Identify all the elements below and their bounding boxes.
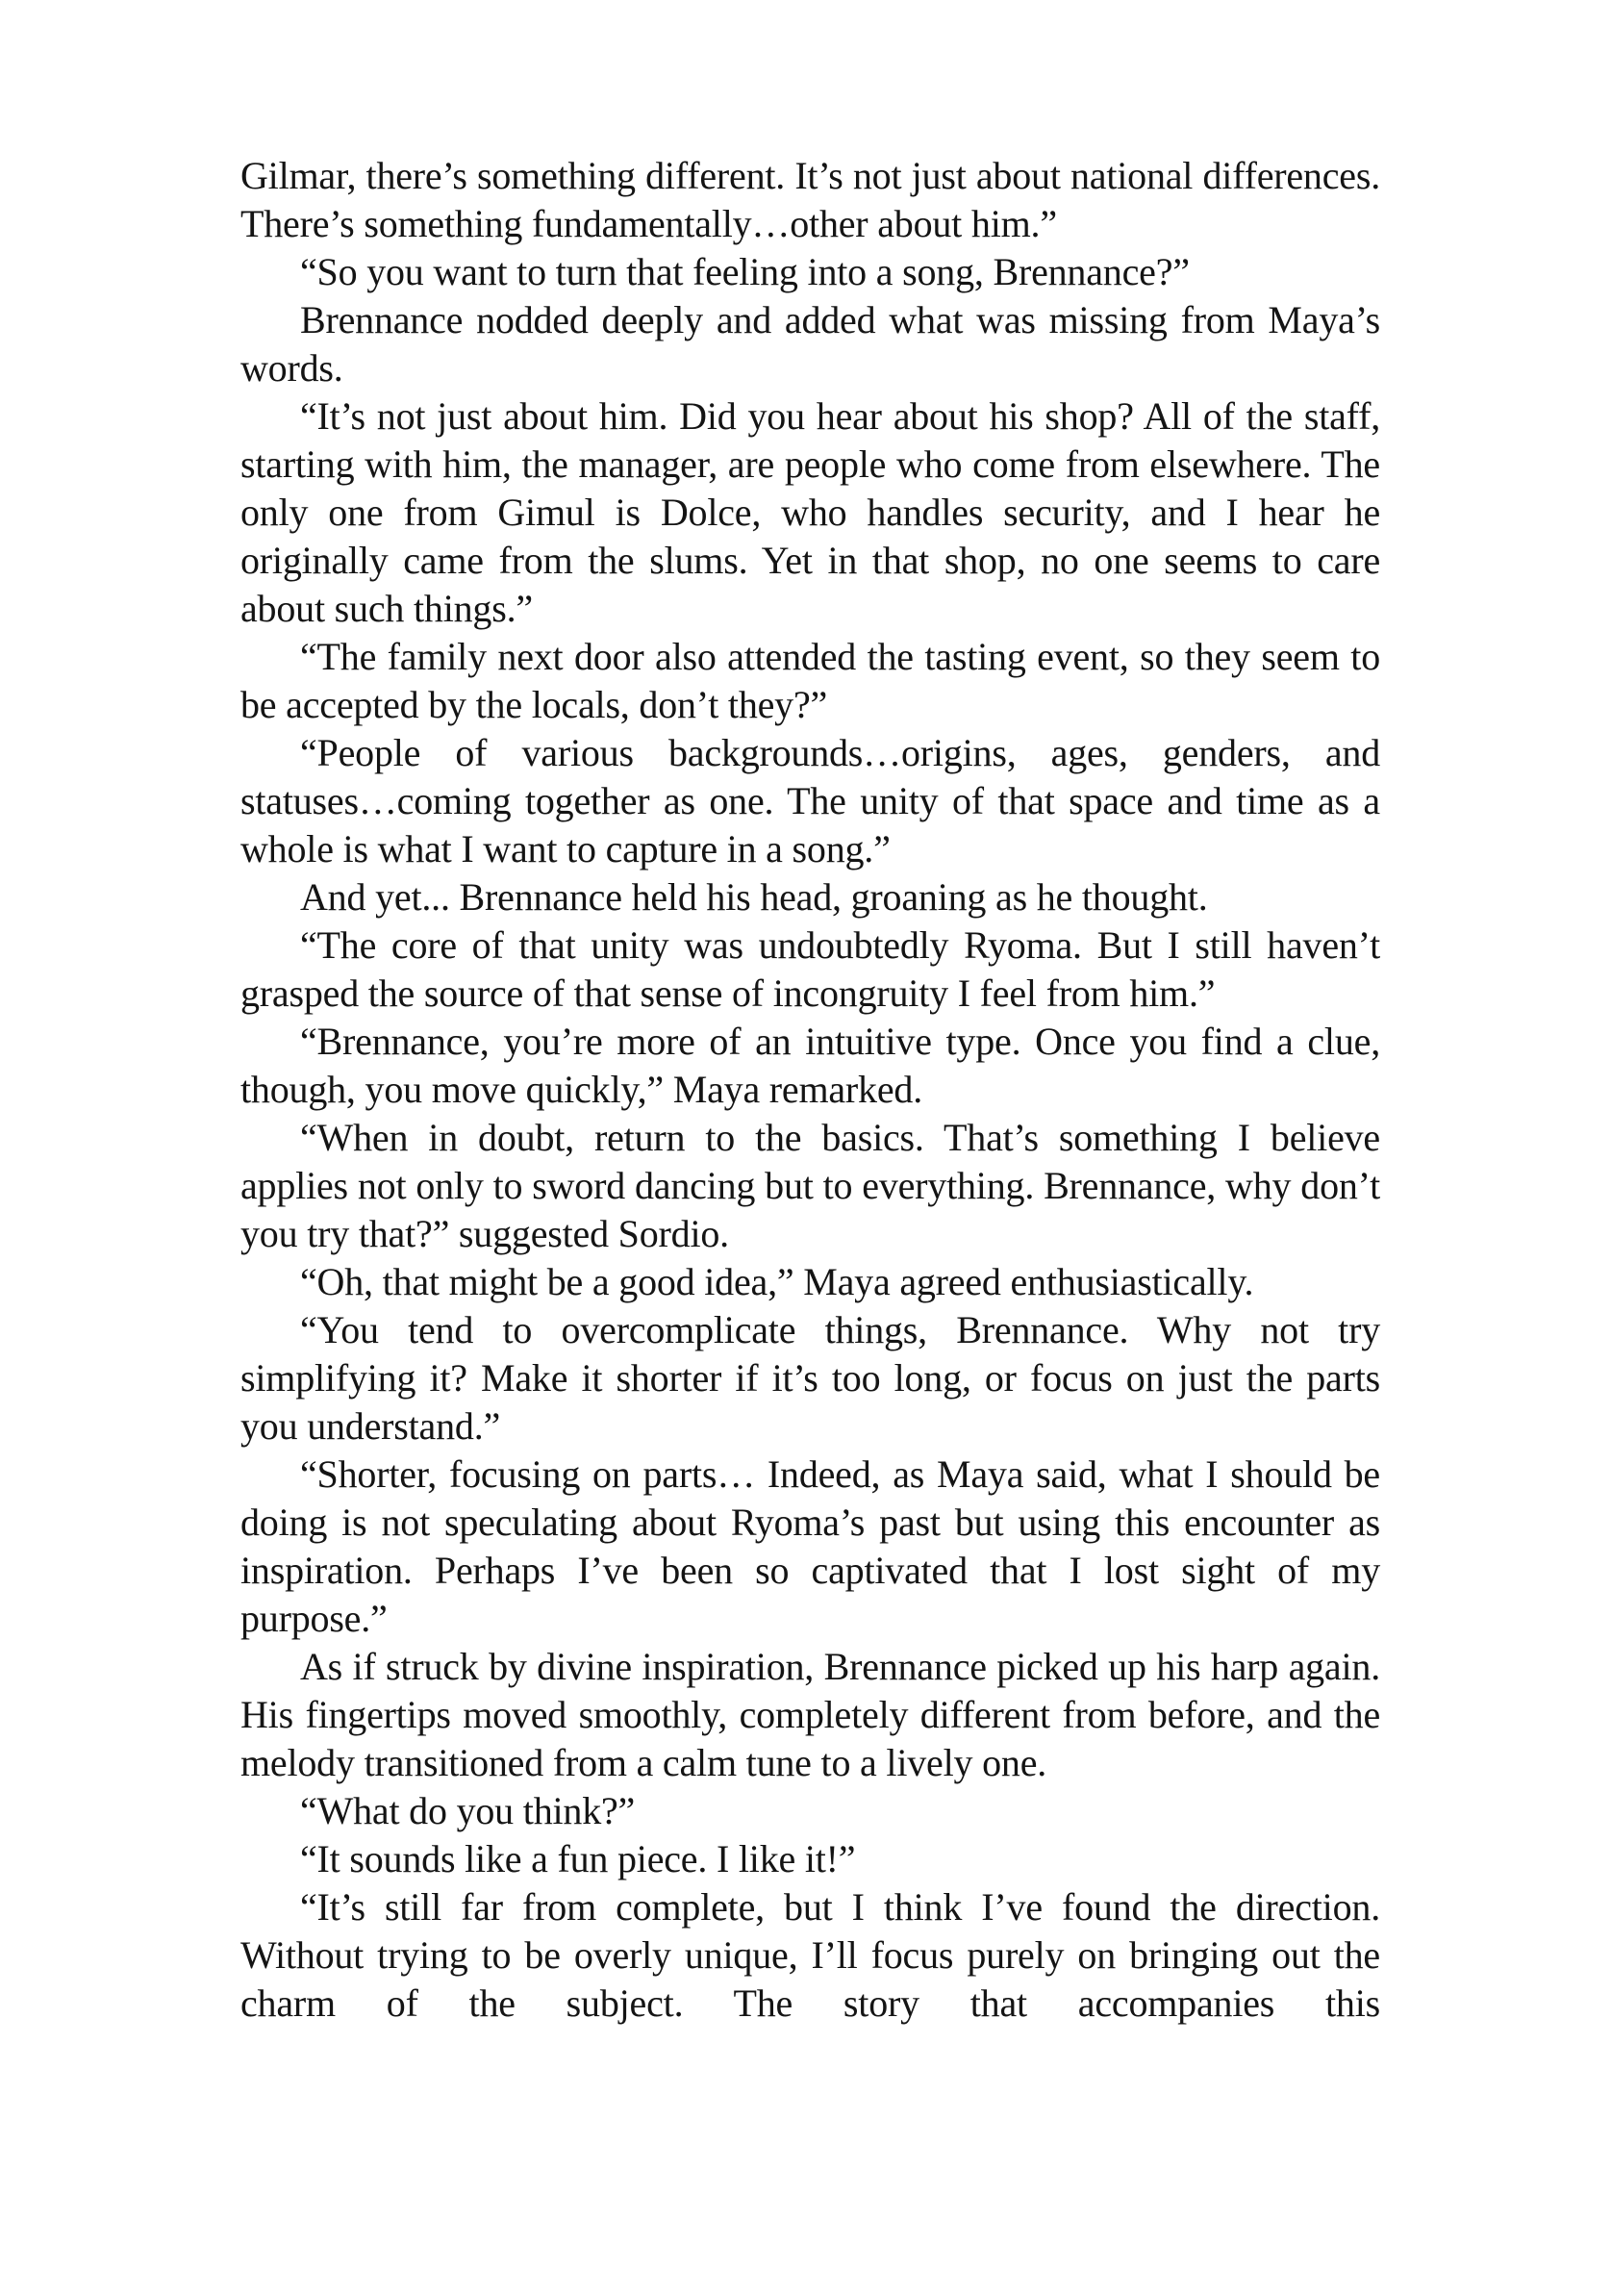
paragraph: “People of various backgrounds…origins, ages, genders, and statuses…coming together as one. The unity of that space and time as a whole is what I want to capture in a song.” — [240, 731, 1380, 870]
paragraph: Gilmar, there’s something different. It’s not just about national differences. There’s something fundamentally…other about him.” — [240, 154, 1380, 245]
paragraph: “Brennance, you’re more of an intuitive type. Once you find a clue, though, you move quickly,” Maya remarked. — [240, 1020, 1380, 1111]
paragraph: Brennance nodded deeply and added what was missing from Maya’s words. — [240, 298, 1380, 390]
text-block — [240, 152, 1380, 2028]
paragraph: “Oh, that might be a good idea,” Maya agreed enthusiastically. — [300, 1260, 1254, 1303]
paragraph: “Shorter, focusing on parts… Indeed, as Maya said, what I should be doing is not speculating about Ryoma’s past but using this encounter as inspiration. Perhaps I’ve been so captivated that I lost sight of my purpose.” — [240, 1452, 1380, 1640]
paragraph: “When in doubt, return to the basics. That’s something I believe applies not only to sword dancing but to everything. Brennance, why don’t you try that?” suggested Sordio. — [240, 1116, 1380, 1255]
paragraph: “So you want to turn that feeling into a song, Brennance?” — [300, 250, 1190, 293]
paragraph: As if struck by divine inspiration, Brennance picked up his harp again. His fingertips moved smoothly, completely different from before, and the melody transitioned from a calm tune to a lively one. — [240, 1645, 1380, 1784]
paragraph: “It’s not just about him. Did you hear about his shop? All of the staff, starting with him, the manager, are people who come from elsewhere. The only one from Gimul is Dolce, who handles security, and I hear he originally came from the slums. Yet in that shop, no one seems to care about such things.” — [240, 394, 1380, 630]
paragraph: “What do you think?” — [300, 1789, 636, 1832]
paragraph: “It’s still far from complete, but I think I’ve found the direction. Without trying to be overly unique, I’ll focus purely on bringing out the charm of the subject. The story that accompanies this — [240, 1885, 1380, 2025]
paragraph: “The core of that unity was undoubtedly Ryoma. But I still haven’t grasped the source of that sense of incongruity I feel from him.” — [240, 923, 1380, 1015]
paragraph: “The family next door also attended the tasting event, so they seem to be accepted by the locals, don’t they?” — [240, 635, 1380, 726]
paragraph: “You tend to overcomplicate things, Brennance. Why not try simplifying it? Make it shorter if it’s too long, or focus on just the parts you understand.” — [240, 1308, 1380, 1448]
paragraph: “It sounds like a fun piece. I like it!” — [300, 1837, 856, 1880]
paragraph: And yet... Brennance held his head, groaning as he thought. — [300, 875, 1208, 919]
